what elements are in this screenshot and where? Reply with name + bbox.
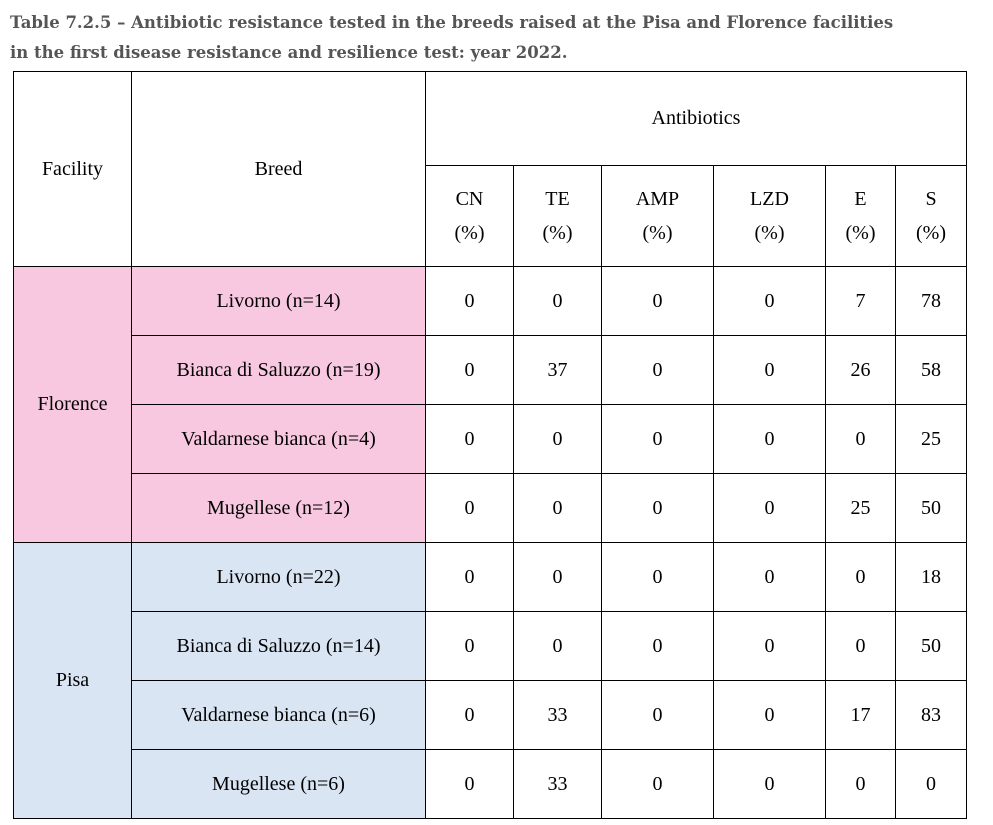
value-cell: 0 [514,612,602,681]
breed-cell: Bianca di Saluzzo (n=19) [132,336,426,405]
value-cell: 0 [826,405,896,474]
value-cell: 0 [826,612,896,681]
value-cell: 0 [602,750,714,819]
header-lzd: LZD (%) [714,166,826,267]
facility-florence: Florence [14,267,132,543]
value-cell: 17 [826,681,896,750]
value-cell: 0 [426,336,514,405]
value-cell: 0 [426,750,514,819]
value-cell: 0 [514,474,602,543]
value-cell: 0 [602,612,714,681]
table-caption [10,8,985,68]
caption-line-2: in the first disease resistance and resilience test: year 2022. [10,43,568,62]
value-cell: 0 [826,543,896,612]
table-row [14,405,967,474]
breed-cell: Mugellese (n=12) [132,474,426,543]
value-cell: 0 [602,474,714,543]
value-cell: 0 [602,336,714,405]
value-cell: 0 [714,267,826,336]
value-cell: 0 [426,543,514,612]
table-row [14,543,967,612]
breed-cell: Livorno (n=14) [132,267,426,336]
header-e: E (%) [826,166,896,267]
value-cell: 50 [896,612,967,681]
facility-pisa: Pisa [14,543,132,819]
value-cell: 0 [514,267,602,336]
value-cell: 0 [714,336,826,405]
table-row [14,750,967,819]
value-cell: 26 [826,336,896,405]
value-cell: 0 [426,267,514,336]
header-breed: Breed [132,72,426,267]
header-s: S (%) [896,166,967,267]
value-cell: 25 [896,405,967,474]
value-cell: 0 [714,612,826,681]
value-cell-highlight: 78 [896,267,967,336]
header-antibiotics: Antibiotics [426,72,967,166]
header-cn: CN (%) [426,166,514,267]
value-cell-highlight: 37 [514,336,602,405]
breed-cell: Valdarnese bianca (n=4) [132,405,426,474]
value-cell-highlight: 33 [514,750,602,819]
table-row [14,267,967,336]
breed-cell: Mugellese (n=6) [132,750,426,819]
value-cell: 0 [602,543,714,612]
table-row [14,336,967,405]
value-cell: 0 [714,543,826,612]
breed-cell: Livorno (n=22) [132,543,426,612]
table-row [14,474,967,543]
table-row [14,612,967,681]
value-cell: 50 [896,474,967,543]
value-cell: 0 [714,681,826,750]
value-cell: 0 [896,750,967,819]
value-cell: 0 [514,543,602,612]
value-cell: 0 [426,612,514,681]
value-cell-highlight: 83 [896,681,967,750]
value-cell: 0 [602,405,714,474]
value-cell: 0 [714,405,826,474]
breed-cell: Valdarnese bianca (n=6) [132,681,426,750]
value-cell: 0 [426,681,514,750]
value-cell: 0 [426,474,514,543]
value-cell: 0 [826,750,896,819]
breed-cell: Bianca di Saluzzo (n=14) [132,612,426,681]
value-cell-highlight: 25 [826,474,896,543]
antibiotic-resistance-table [13,71,967,819]
table-row [14,681,967,750]
value-cell: 0 [426,405,514,474]
header-facility: Facility [14,72,132,267]
value-cell: 18 [896,543,967,612]
caption-line-1: Table 7.2.5 – Antibiotic resistance tested in the breeds raised at the Pisa and Florence facilities [10,13,894,32]
header-amp: AMP (%) [602,166,714,267]
value-cell: 0 [714,474,826,543]
value-cell: 7 [826,267,896,336]
value-cell-highlight: 33 [514,681,602,750]
value-cell: 58 [896,336,967,405]
value-cell: 0 [714,750,826,819]
value-cell: 0 [602,267,714,336]
value-cell: 0 [514,405,602,474]
value-cell: 0 [602,681,714,750]
header-te: TE (%) [514,166,602,267]
